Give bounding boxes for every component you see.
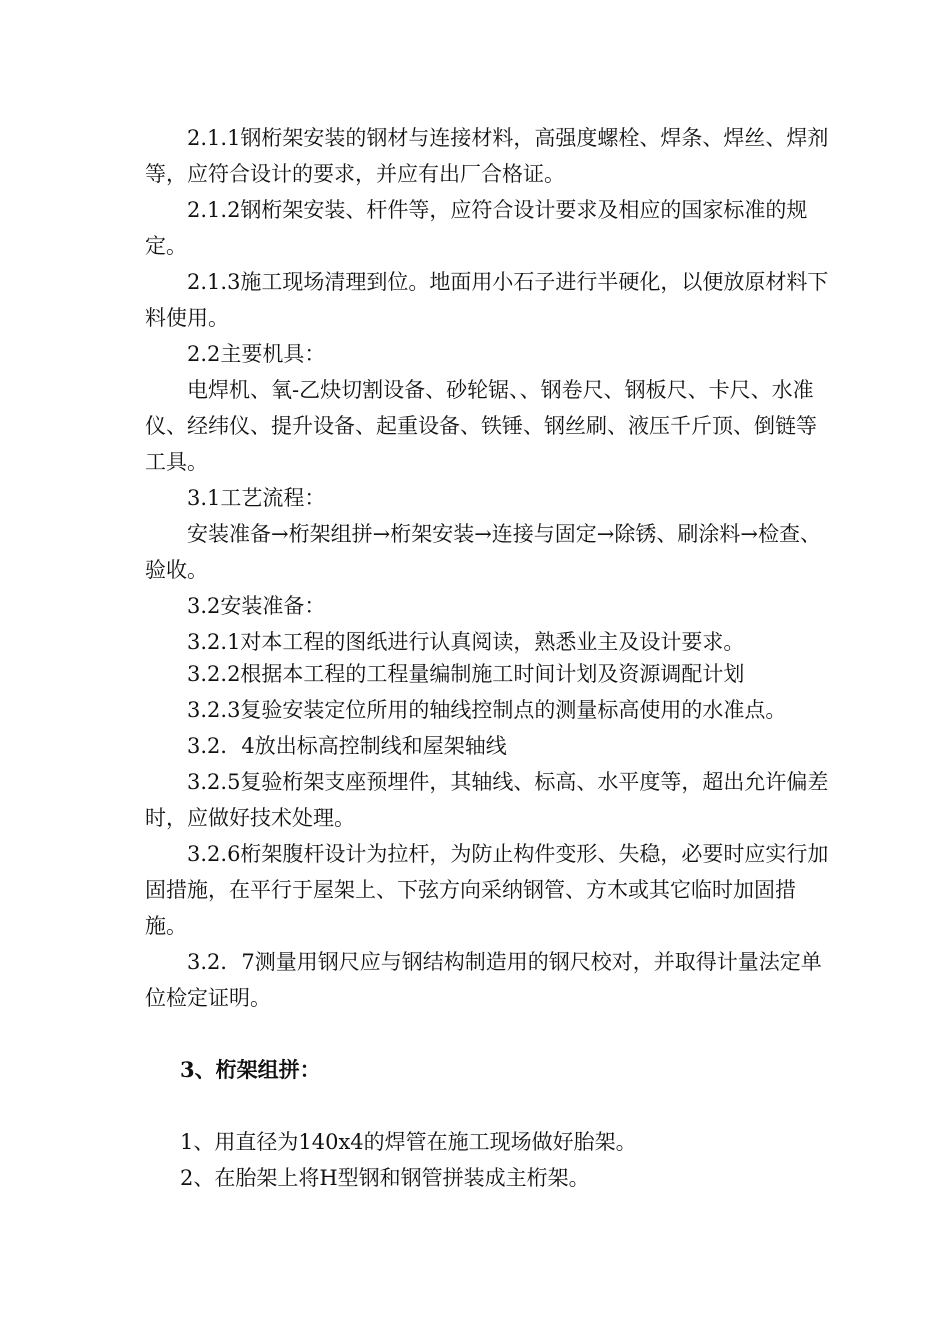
paragraph-3-2-3: 3.2.3复验安装定位所用的轴线控制点的测量标高使用的水准点。 xyxy=(187,698,787,722)
paragraph-3-2-2: 3.2.2根据本工程的工程量编制施工时间计划及资源调配计划 xyxy=(187,662,745,686)
paragraph-3-1-title: 3.1工艺流程： xyxy=(187,486,326,510)
list-item-2: 2、在胎架上将H型钢和钢管拼装成主桁架。 xyxy=(180,1166,590,1190)
paragraph-3-2-5: 3.2.5复验桁架支座预埋件，其轴线、标高、水平度等，超出允许偏差时，应做好技术处理。 xyxy=(145,770,829,830)
paragraph-3-2-7: 3.2．7测量用钢尺应与钢结构制造用的钢尺校对，并取得计量法定单位检定证明。 xyxy=(145,950,822,1010)
paragraph-2-1-1: 2.1.1钢桁架安装的钢材与连接材料，高强度螺栓、焊条、焊丝、焊剂等，应符合设计的要求，并应有出厂合格证。 xyxy=(145,126,829,186)
paragraph-tools-list: 电焊机、氧-乙炔切割设备、砂轮锯、、钢卷尺、钢板尺、卡尺、水准仪、经纬仪、提升设备、起重设备、铁锤、钢丝刷、液压千斤顶、倒链等工具。 xyxy=(145,378,817,474)
list-item-1: 1、用直径为140x4的焊管在施工现场做好胎架。 xyxy=(180,1130,637,1154)
paragraph-3-2-1: 3.2.1对本工程的图纸进行认真阅读，熟悉业主及设计要求。 xyxy=(187,630,745,654)
paragraph-2-2-title: 2.2主要机具： xyxy=(187,342,326,366)
paragraph-3-2-6: 3.2.6桁架腹杆设计为拉杆，为防止构件变形、失稳，必要时应实行加固措施，在平行于屋架上、下弦方向采纳钢管、方木或其它临时加固措施。 xyxy=(145,842,829,938)
paragraph-process-flow: 安装准备→桁架组拼→桁架安装→连接与固定→除锈、刷涂料→检查、验收。 xyxy=(145,522,821,582)
paragraph-3-2-title: 3.2安装准备： xyxy=(187,594,326,618)
document-body xyxy=(145,120,835,1196)
paragraph-2-1-2: 2.1.2钢桁架安装、杆件等，应符合设计要求及相应的国家标准的规定。 xyxy=(145,198,808,258)
section-heading-truss-assembly: 3、桁架组拼： xyxy=(180,1057,321,1082)
paragraph-2-1-3: 2.1.3施工现场清理到位。地面用小石子进行半硬化，以便放原材料下料使用。 xyxy=(145,270,829,330)
paragraph-3-2-4: 3.2．4放出标高控制线和屋架轴线 xyxy=(187,734,507,758)
